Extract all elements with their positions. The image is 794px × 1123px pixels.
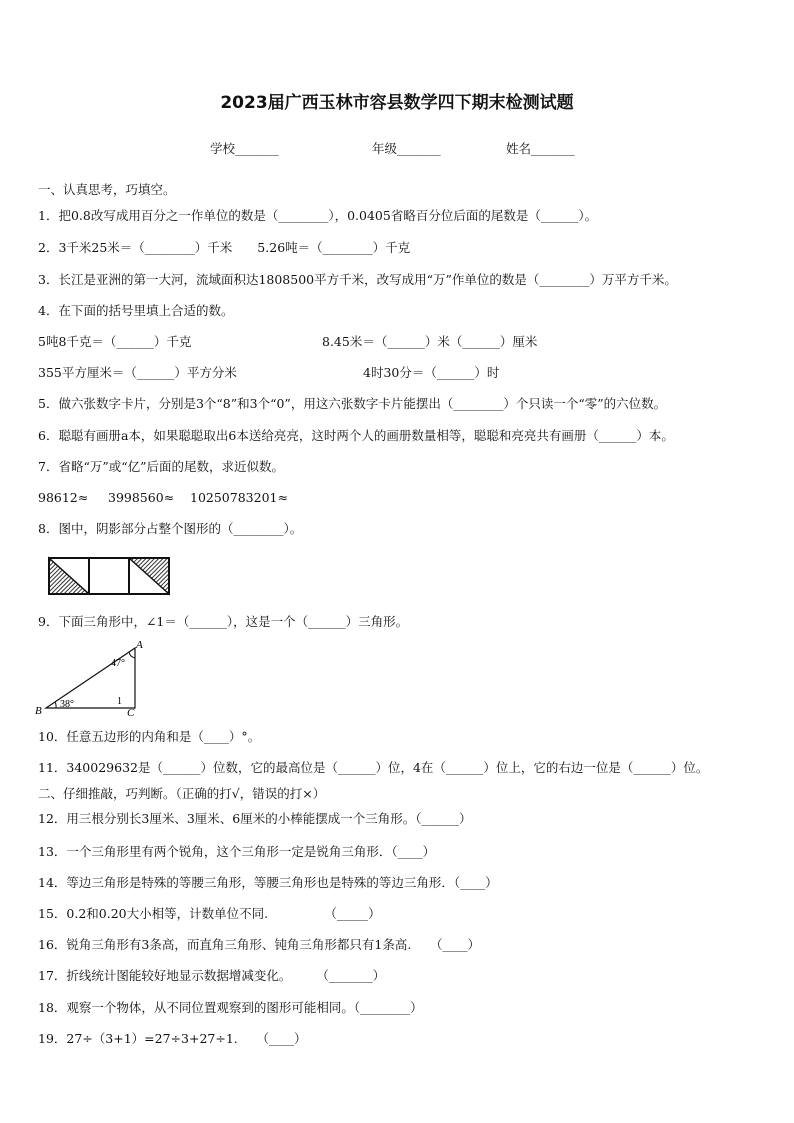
grade-field[interactable]: 年级_______ xyxy=(372,141,441,156)
question-7c: 10250783201≈ xyxy=(190,490,288,505)
question-7: 7．省略“万”或“亿”后面的尾数，求近似数。 xyxy=(38,459,285,474)
triangle-figure xyxy=(32,636,154,720)
question-6: 6．聪聪有画册a本，如果聪聪取出6本送给亮亮，这时两个人的画册数量相等，聪聪和亮亮共有画册（______）本。 xyxy=(38,428,674,443)
question-7b: 3998560≈ xyxy=(108,490,175,505)
angle-b-label: 38° xyxy=(60,699,74,710)
vertex-a-label: A xyxy=(136,639,143,651)
angle-a-label: 47° xyxy=(111,658,125,669)
question-15: 15．0.2和0.20大小相等，计数单位不同. （_____） xyxy=(38,906,381,921)
shaded-triangle-right xyxy=(129,558,169,594)
angle-1-label: 1 xyxy=(117,696,122,707)
question-5: 5．做六张数字卡片，分别是3个“8”和3个“0”，用这六张数字卡片能摆出（________）个只读一个“零”的六位数。 xyxy=(38,396,667,411)
question-2: 2．3千米25米＝（________）千米 5.26吨＝（________）千克 xyxy=(38,240,411,255)
question-8: 8．图中，阴影部分占整个图形的（________）。 xyxy=(38,521,303,536)
question-19: 19．27÷（3+1）=27÷3+27÷1. （____） xyxy=(38,1031,307,1046)
school-field[interactable]: 学校_______ xyxy=(210,141,279,156)
question-14: 14．等边三角形是特殊的等腰三角形，等腰三角形也是特殊的等边三角形．（____） xyxy=(38,875,498,890)
question-16: 16．锐角三角形有3条高，而直角三角形、钝角三角形都只有1条高. （____） xyxy=(38,937,481,952)
vertex-c-label: C xyxy=(127,707,135,719)
vertex-b-label: B xyxy=(35,705,42,717)
name-field[interactable]: 姓名_______ xyxy=(506,141,575,156)
question-13: 13．一个三角形里有两个锐角，这个三角形一定是锐角三角形．（____） xyxy=(38,844,436,859)
question-4c: 355平方厘米＝（______）平方分米 xyxy=(38,365,237,380)
question-7a: 98612≈ xyxy=(38,490,89,505)
shaded-squares-figure xyxy=(46,556,172,596)
question-4d: 4时30分＝（______）时 xyxy=(363,365,500,380)
question-4b: 8.45米＝（______）米（______）厘米 xyxy=(322,334,538,349)
shaded-triangle-left xyxy=(49,558,89,594)
question-11: 11．340029632是（______）位数，它的最高位是（______）位，4在（______）位上，它的右边一位是（______）位。 xyxy=(38,760,709,775)
question-9: 9．下面三角形中，∠1＝（______），这是一个（______）三角形。 xyxy=(38,614,409,629)
question-18: 18．观察一个物体，从不同位置观察到的图形可能相同。（________） xyxy=(38,1000,423,1015)
section-1-heading: 一、认真思考，巧填空。 xyxy=(38,182,176,197)
page-title: 2023届广西玉林市容县数学四下期末检测试题 xyxy=(220,93,574,113)
question-3: 3．长江是亚洲的第一大河，流域面积达1808500平方千米，改写成用“万”作单位的数是（________）万平方千米。 xyxy=(38,272,677,287)
question-1: 1．把0.8改写成用百分之一作单位的数是（________），0.0405省略百分位后面的尾数是（______）。 xyxy=(38,208,598,223)
question-4a: 5吨8千克＝（______）千克 xyxy=(38,334,192,349)
question-4: 4．在下面的括号里填上合适的数。 xyxy=(38,303,234,318)
section-2-heading: 二、仔细推敲，巧判断。（正确的打√，错误的打×） xyxy=(38,786,326,801)
question-12: 12．用三根分别长3厘米、3厘米、6厘米的小棒能摆成一个三角形。（______） xyxy=(38,811,472,826)
question-17: 17．折线统计图能较好地显示数据增减变化。 （_______） xyxy=(38,968,386,983)
question-10: 10．任意五边形的内角和是（____）°。 xyxy=(38,729,261,744)
